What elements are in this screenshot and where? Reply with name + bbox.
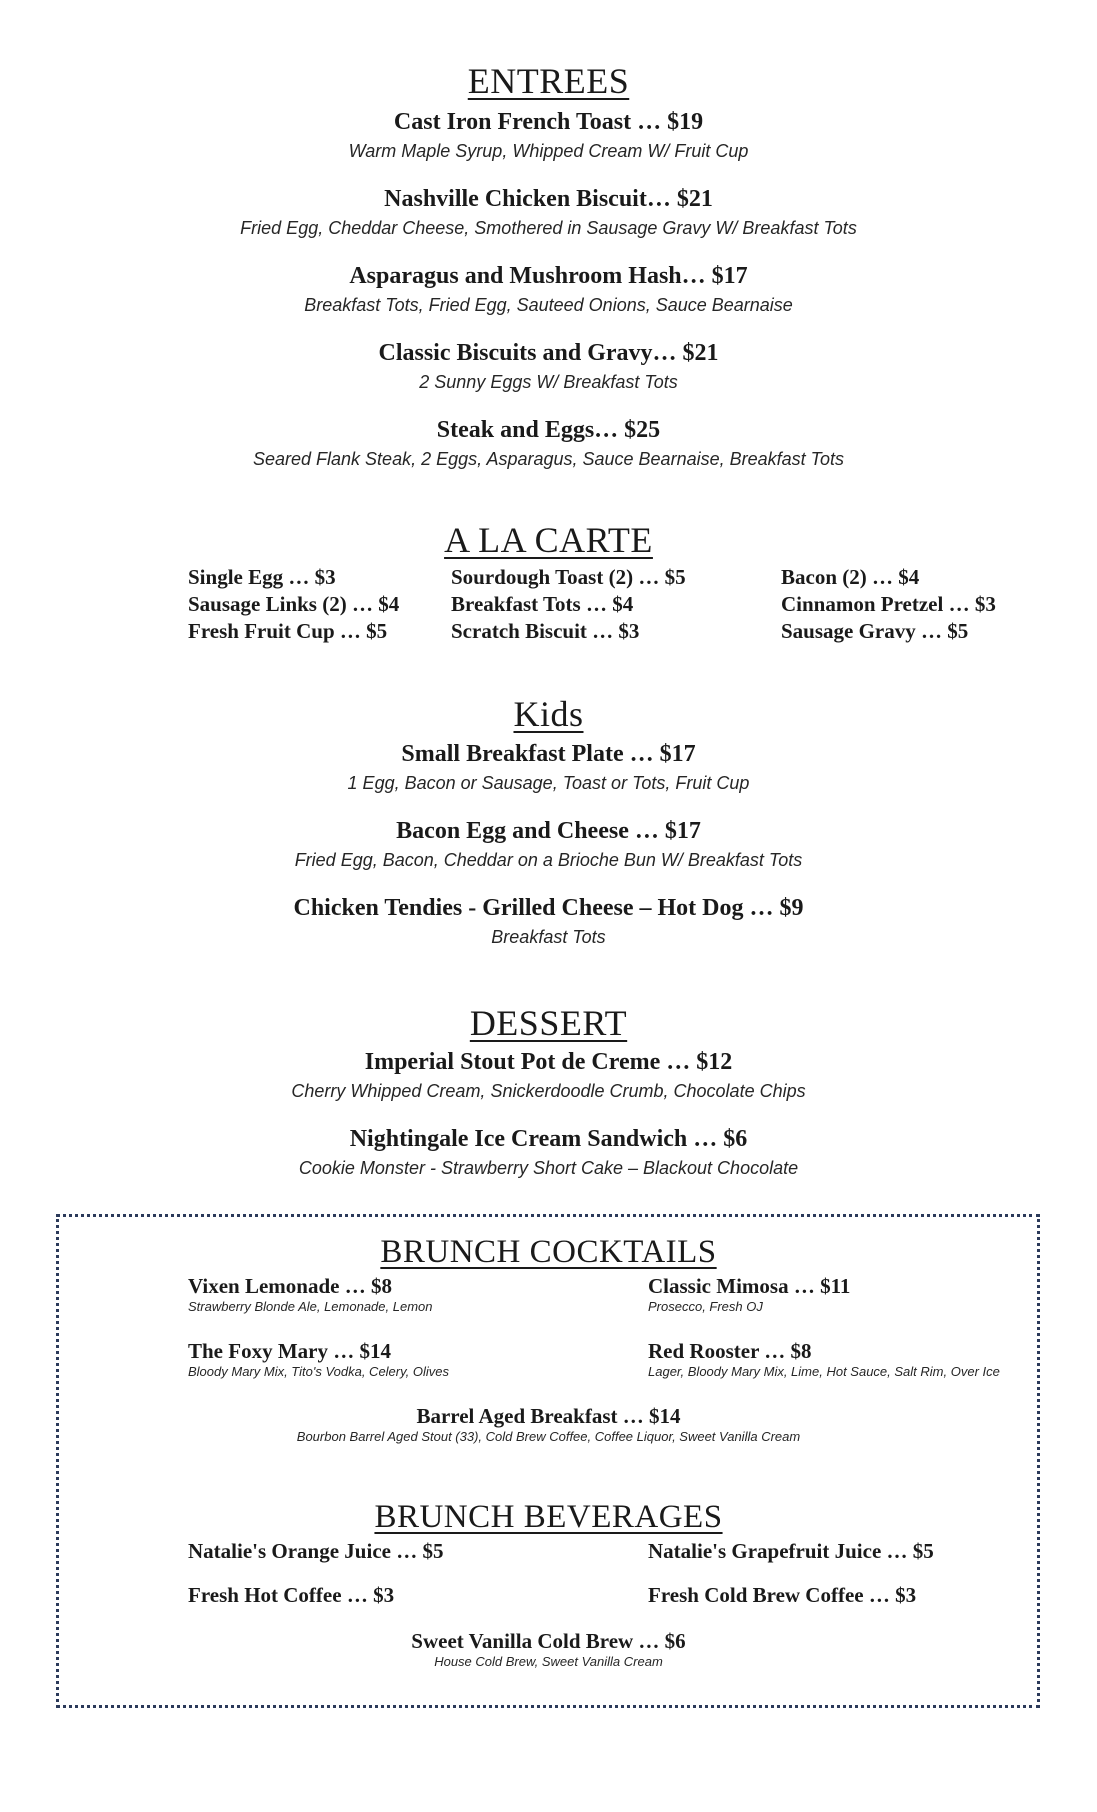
dessert-item-name: Imperial Stout Pot de Creme … $12 [364,1049,733,1075]
dessert-item-name: Nightingale Ice Cream Sandwich … $6 [349,1126,748,1152]
entree-desc: Seared Flank Steak, 2 Eggs, Asparagus, Sauce Bearnaise, Breakfast Tots [252,449,844,469]
entree-desc: Warm Maple Syrup, Whipped Cream W/ Fruit Cup [348,141,749,161]
cocktail-name: The Foxy Mary … $14 [188,1339,391,1363]
a-la-carte-item: Fresh Fruit Cup … $5 [188,619,388,643]
cocktails-heading: BRUNCH COCKTAILS [380,1234,717,1270]
cocktail-desc: Lager, Bloody Mary Mix, Lime, Hot Sauce, Salt Rim, Over Ice [648,1364,1000,1379]
cocktail-name: Red Rooster … $8 [648,1339,812,1363]
a-la-carte-item: Single Egg … $3 [188,565,336,589]
cocktail-desc: Bloody Mary Mix, Tito's Vodka, Celery, Olives [188,1364,449,1379]
a-la-carte-item: Bacon (2) … $4 [781,565,920,589]
a-la-carte-item: Sourdough Toast (2) … $5 [451,565,686,589]
entree-name: Steak and Eggs… $25 [436,417,661,443]
beverage-name: Fresh Cold Brew Coffee … $3 [648,1583,917,1607]
cocktails-section [0,1232,1097,1272]
beverage-name: Natalie's Grapefruit Juice … $5 [648,1539,934,1563]
dessert-section [0,1003,1097,1043]
dessert-heading: DESSERT [469,1003,628,1043]
dessert-item-desc: Cherry Whipped Cream, Snickerdoodle Crumb, Chocolate Chips [291,1081,806,1101]
kids-item-name: Bacon Egg and Cheese … $17 [396,818,701,844]
kids-section [0,694,1097,734]
dessert-item-desc: Cookie Monster - Strawberry Short Cake – Blackout Chocolate [298,1158,799,1178]
entree-desc: Breakfast Tots, Fried Egg, Sauteed Onions, Sauce Bearnaise [304,295,793,315]
kids-item-name: Chicken Tendies - Grilled Cheese – Hot Dog … $9 [293,895,804,921]
a-la-carte-item: Sausage Gravy … $5 [781,619,969,643]
kids-heading: Kids [513,694,584,734]
entrees-heading: ENTREES [467,61,630,101]
a-la-carte-item: Scratch Biscuit … $3 [451,619,640,643]
cocktail-name: Barrel Aged Breakfast … $14 [416,1404,681,1428]
kids-item-name: Small Breakfast Plate … $17 [401,741,696,767]
entree-desc: 2 Sunny Eggs W/ Breakfast Tots [419,372,678,392]
beverage-name: Natalie's Orange Juice … $5 [188,1539,444,1563]
cocktail-desc: Prosecco, Fresh OJ [648,1299,763,1314]
entree-name: Classic Biscuits and Gravy… $21 [378,340,719,366]
entree-name: Cast Iron French Toast … $19 [393,109,704,135]
cocktail-name: Classic Mimosa … $11 [648,1274,851,1298]
entree-desc: Fried Egg, Cheddar Cheese, Smothered in Sausage Gravy W/ Breakfast Tots [240,218,857,238]
entree-name: Asparagus and Mushroom Hash… $17 [349,263,748,289]
entree-name: Nashville Chicken Biscuit… $21 [384,186,713,212]
beverage-name: Sweet Vanilla Cold Brew … $6 [411,1629,686,1653]
cocktail-name: Vixen Lemonade … $8 [188,1274,392,1298]
kids-item-desc: Breakfast Tots [491,927,606,947]
cocktail-desc: Strawberry Blonde Ale, Lemonade, Lemon [188,1299,433,1314]
beverages-section [0,1497,1097,1537]
kids-item-desc: Fried Egg, Bacon, Cheddar on a Brioche Bun W/ Breakfast Tots [294,850,803,870]
kids-item-desc: 1 Egg, Bacon or Sausage, Toast or Tots, Fruit Cup [347,773,750,793]
beverages-heading: BRUNCH BEVERAGES [374,1499,723,1535]
entrees-section [0,61,1097,101]
cocktail-desc: Bourbon Barrel Aged Stout (33), Cold Brew Coffee, Coffee Liquor, Sweet Vanilla Cream [296,1429,801,1444]
a-la-carte-item: Sausage Links (2) … $4 [188,592,400,616]
beverage-name: Fresh Hot Coffee … $3 [188,1583,395,1607]
beverage-desc: House Cold Brew, Sweet Vanilla Cream [434,1654,663,1669]
a-la-carte-heading: A LA CARTE [444,520,653,560]
a-la-carte-section [0,520,1097,560]
a-la-carte-item: Breakfast Tots … $4 [451,592,634,616]
a-la-carte-item: Cinnamon Pretzel … $3 [781,592,996,616]
